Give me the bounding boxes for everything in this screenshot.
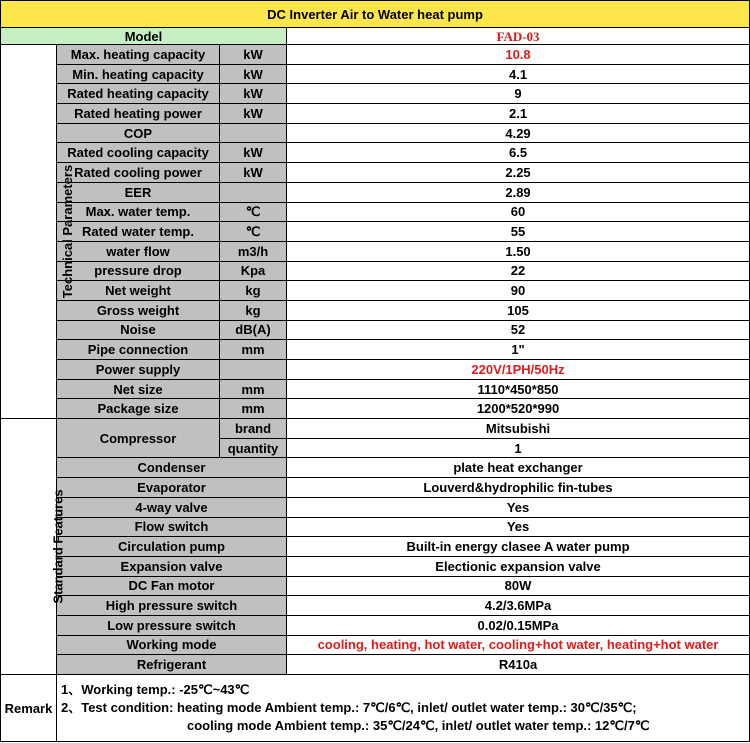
param-unit: kW xyxy=(220,45,287,65)
feature-label: Condenser xyxy=(57,458,287,478)
param-label: Rated water temp. xyxy=(57,222,220,242)
feature-row xyxy=(1,635,750,655)
param-value: 6.5 xyxy=(287,143,750,163)
param-unit: kg xyxy=(220,281,287,301)
spec-row xyxy=(1,399,750,419)
feature-label: High pressure switch xyxy=(57,596,287,616)
param-unit: dB(A) xyxy=(220,320,287,340)
feature-row xyxy=(1,419,750,439)
remark-line: 2、Test condition: heating mode Ambient temp.: 7℃/6℃, inlet/ outlet water temp.: 30℃/35℃; xyxy=(61,700,637,715)
param-value: 220V/1PH/50Hz xyxy=(287,360,750,380)
param-unit: Kpa xyxy=(220,261,287,281)
compressor-label: Compressor xyxy=(57,419,220,458)
feature-value: 0.02/0.15MPa xyxy=(287,615,750,635)
feature-value: Electionic expansion valve xyxy=(287,556,750,576)
remark-line: cooling mode Ambient temp.: 35℃/24℃, inlet/ outlet water temp.: 12℃/7℃ xyxy=(187,718,650,733)
spec-row xyxy=(1,281,750,301)
feature-row xyxy=(1,596,750,616)
param-label: Max. heating capacity xyxy=(57,45,220,65)
sheet-title: DC Inverter Air to Water heat pump xyxy=(1,1,750,28)
param-unit: kW xyxy=(220,104,287,124)
param-label: Rated cooling power xyxy=(57,163,220,183)
spec-row xyxy=(1,261,750,281)
feature-value: 80W xyxy=(287,576,750,596)
spec-row xyxy=(1,163,750,183)
spec-row xyxy=(1,222,750,242)
param-label: Net size xyxy=(57,379,220,399)
param-label: Package size xyxy=(57,399,220,419)
feature-row xyxy=(1,576,750,596)
feature-label: Refrigerant xyxy=(57,655,287,675)
param-unit: m3/h xyxy=(220,241,287,261)
model-value: FAD-03 xyxy=(287,28,750,45)
param-value: 105 xyxy=(287,300,750,320)
spec-row xyxy=(1,320,750,340)
param-value: 4.1 xyxy=(287,64,750,84)
feature-row xyxy=(1,556,750,576)
param-value: 2.89 xyxy=(287,182,750,202)
feature-label: Low pressure switch xyxy=(57,615,287,635)
param-value: 60 xyxy=(287,202,750,222)
compressor-quantity-label: quantity xyxy=(220,438,287,458)
feature-label: Expansion valve xyxy=(57,556,287,576)
remark-label: Remark xyxy=(1,675,57,742)
param-unit: ℃ xyxy=(220,202,287,222)
param-unit xyxy=(220,360,287,380)
param-value: 2.1 xyxy=(287,104,750,124)
feature-row xyxy=(1,517,750,537)
param-label: Gross weight xyxy=(57,300,220,320)
remark-line: 1、Working temp.: -25℃~43℃ xyxy=(61,682,250,697)
param-unit xyxy=(220,182,287,202)
spec-row xyxy=(1,182,750,202)
feature-value: R410a xyxy=(287,655,750,675)
param-value: 52 xyxy=(287,320,750,340)
spec-row xyxy=(1,379,750,399)
feature-value: plate heat exchanger xyxy=(287,458,750,478)
param-value: 55 xyxy=(287,222,750,242)
remark-body xyxy=(57,675,750,742)
spec-row xyxy=(1,123,750,143)
remark-row xyxy=(1,675,750,742)
feature-row xyxy=(1,655,750,675)
param-value: 90 xyxy=(287,281,750,301)
feature-value: Yes xyxy=(287,517,750,537)
param-label: water flow xyxy=(57,241,220,261)
param-label: pressure drop xyxy=(57,261,220,281)
param-label: Pipe connection xyxy=(57,340,220,360)
feature-label: Working mode xyxy=(57,635,287,655)
spec-row xyxy=(1,104,750,124)
param-unit: mm xyxy=(220,340,287,360)
feature-row xyxy=(1,497,750,517)
param-unit: ℃ xyxy=(220,222,287,242)
feature-value: cooling, heating, hot water, cooling+hot water, heating+hot water xyxy=(287,635,750,655)
param-value: 22 xyxy=(287,261,750,281)
spec-row xyxy=(1,300,750,320)
param-label: Max. water temp. xyxy=(57,202,220,222)
feature-value: Built-in energy clasee A water pump xyxy=(287,537,750,557)
param-label: Net weight xyxy=(57,281,220,301)
compressor-brand-label: brand xyxy=(220,419,287,439)
compressor-quantity-value: 1 xyxy=(287,438,750,458)
feature-label: 4-way valve xyxy=(57,497,287,517)
compressor-brand-value: Mitsubishi xyxy=(287,419,750,439)
feature-row xyxy=(1,615,750,635)
model-label: Model xyxy=(1,28,287,45)
spec-row xyxy=(1,45,750,65)
param-unit: kW xyxy=(220,143,287,163)
param-unit: kW xyxy=(220,64,287,84)
param-value: 1.50 xyxy=(287,241,750,261)
param-value: 10.8 xyxy=(287,45,750,65)
feature-row xyxy=(1,478,750,498)
param-label: Min. heating capacity xyxy=(57,64,220,84)
feature-label: Flow switch xyxy=(57,517,287,537)
spec-row xyxy=(1,143,750,163)
feature-label: Circulation pump xyxy=(57,537,287,557)
feature-value: Yes xyxy=(287,497,750,517)
spec-row xyxy=(1,360,750,380)
param-unit xyxy=(220,123,287,143)
param-value: 1" xyxy=(287,340,750,360)
feature-row xyxy=(1,458,750,478)
param-value: 4.29 xyxy=(287,123,750,143)
spec-row xyxy=(1,84,750,104)
technical-section-label: Technical Parameters xyxy=(1,45,57,419)
param-label: Rated heating capacity xyxy=(57,84,220,104)
param-unit: kW xyxy=(220,163,287,183)
param-label: Noise xyxy=(57,320,220,340)
param-unit: mm xyxy=(220,379,287,399)
feature-label: Evaporator xyxy=(57,478,287,498)
param-value: 1110*450*850 xyxy=(287,379,750,399)
spec-row xyxy=(1,241,750,261)
param-label: COP xyxy=(57,123,220,143)
param-label: Rated cooling capacity xyxy=(57,143,220,163)
feature-row xyxy=(1,537,750,557)
param-unit: kg xyxy=(220,300,287,320)
feature-value: Louverd&hydrophilic fin-tubes xyxy=(287,478,750,498)
feature-label: DC Fan motor xyxy=(57,576,287,596)
param-value: 9 xyxy=(287,84,750,104)
param-value: 2.25 xyxy=(287,163,750,183)
spec-row xyxy=(1,64,750,84)
param-value: 1200*520*990 xyxy=(287,399,750,419)
spec-row xyxy=(1,340,750,360)
feature-value: 4.2/3.6MPa xyxy=(287,596,750,616)
param-unit: mm xyxy=(220,399,287,419)
param-label: Power supply xyxy=(57,360,220,380)
param-label: EER xyxy=(57,182,220,202)
standard-section-label: Standard Features xyxy=(1,419,57,675)
param-label: Rated heating power xyxy=(57,104,220,124)
param-unit: kW xyxy=(220,84,287,104)
spec-row xyxy=(1,202,750,222)
